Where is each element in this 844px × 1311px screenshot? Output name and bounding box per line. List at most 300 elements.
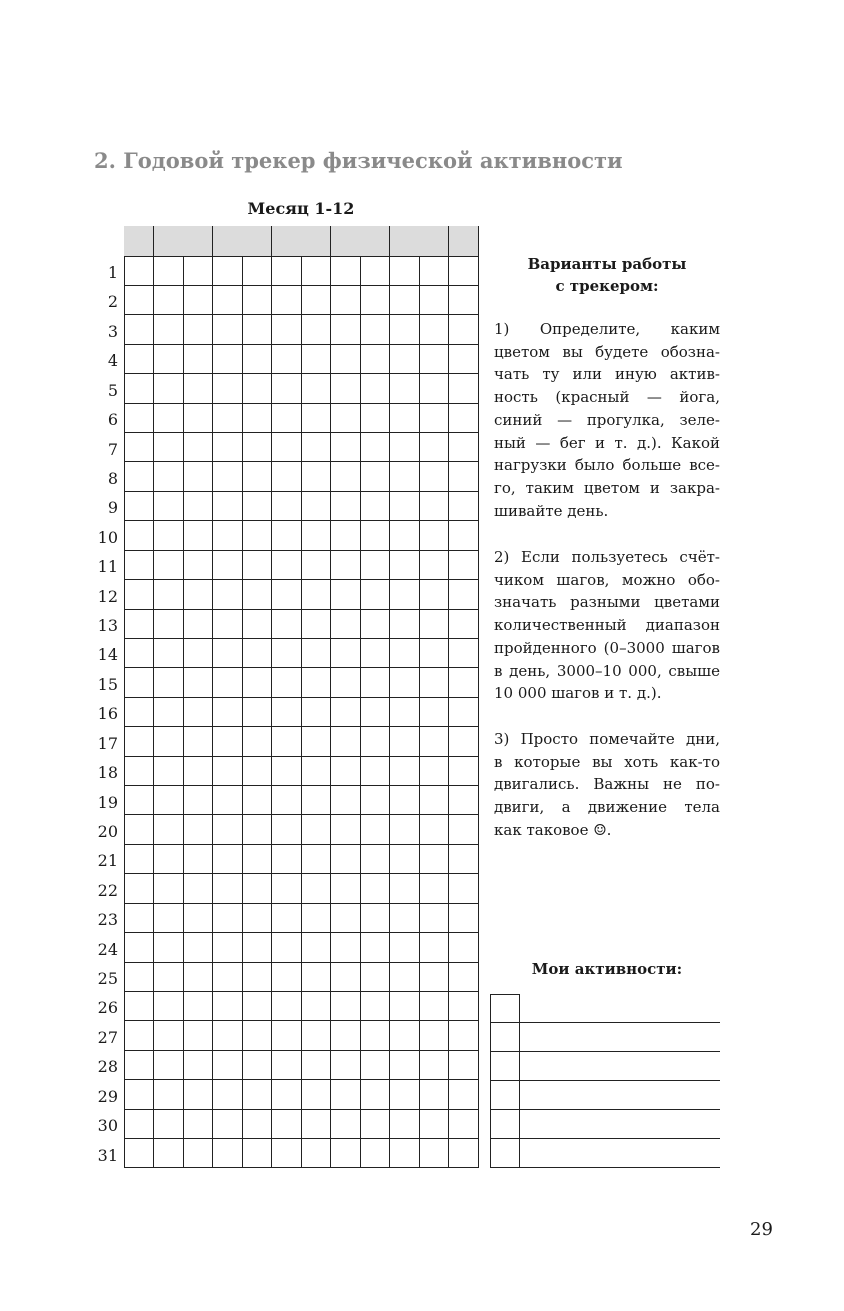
day-cell[interactable] <box>242 874 272 904</box>
day-cell[interactable] <box>360 962 390 992</box>
day-cell[interactable] <box>124 1080 154 1110</box>
day-cell[interactable] <box>331 433 361 463</box>
day-cell[interactable] <box>213 403 243 433</box>
day-cell[interactable] <box>272 815 302 845</box>
day-cell[interactable] <box>449 344 479 374</box>
day-cell[interactable] <box>360 285 390 315</box>
day-cell[interactable] <box>124 285 154 315</box>
day-cell[interactable] <box>242 727 272 757</box>
day-cell[interactable] <box>301 462 331 492</box>
day-cell[interactable] <box>242 1021 272 1051</box>
day-cell[interactable] <box>242 433 272 463</box>
day-cell[interactable] <box>301 874 331 904</box>
day-cell[interactable] <box>272 403 302 433</box>
day-cell[interactable] <box>154 256 184 286</box>
day-cell[interactable] <box>331 521 361 551</box>
day-cell[interactable] <box>272 285 302 315</box>
day-cell[interactable] <box>272 786 302 816</box>
day-cell[interactable] <box>360 874 390 904</box>
day-cell[interactable] <box>360 844 390 874</box>
day-cell[interactable] <box>183 609 213 639</box>
day-cell[interactable] <box>301 903 331 933</box>
day-cell[interactable] <box>272 344 302 374</box>
day-cell[interactable] <box>331 991 361 1021</box>
day-cell[interactable] <box>449 933 479 963</box>
day-cell[interactable] <box>242 315 272 345</box>
day-cell[interactable] <box>242 1139 272 1169</box>
day-cell[interactable] <box>301 403 331 433</box>
day-cell[interactable] <box>449 1109 479 1139</box>
day-cell[interactable] <box>242 786 272 816</box>
day-cell[interactable] <box>272 697 302 727</box>
day-cell[interactable] <box>360 462 390 492</box>
day-cell[interactable] <box>154 285 184 315</box>
day-cell[interactable] <box>124 903 154 933</box>
day-cell[interactable] <box>183 668 213 698</box>
day-cell[interactable] <box>213 1021 243 1051</box>
day-cell[interactable] <box>360 1109 390 1139</box>
day-cell[interactable] <box>301 491 331 521</box>
day-cell[interactable] <box>390 315 420 345</box>
day-cell[interactable] <box>390 786 420 816</box>
day-cell[interactable] <box>360 521 390 551</box>
day-cell[interactable] <box>390 403 420 433</box>
day-cell[interactable] <box>124 638 154 668</box>
day-cell[interactable] <box>154 815 184 845</box>
day-cell[interactable] <box>360 638 390 668</box>
month-header-cell[interactable] <box>213 226 243 257</box>
day-cell[interactable] <box>449 1139 479 1169</box>
day-cell[interactable] <box>419 962 449 992</box>
day-cell[interactable] <box>419 1050 449 1080</box>
day-cell[interactable] <box>449 315 479 345</box>
day-cell[interactable] <box>154 668 184 698</box>
day-cell[interactable] <box>213 874 243 904</box>
day-cell[interactable] <box>419 521 449 551</box>
day-cell[interactable] <box>272 991 302 1021</box>
day-cell[interactable] <box>419 933 449 963</box>
day-cell[interactable] <box>213 462 243 492</box>
day-cell[interactable] <box>360 433 390 463</box>
day-cell[interactable] <box>419 315 449 345</box>
day-cell[interactable] <box>360 580 390 610</box>
day-cell[interactable] <box>331 285 361 315</box>
day-cell[interactable] <box>360 256 390 286</box>
day-cell[interactable] <box>331 1139 361 1169</box>
day-cell[interactable] <box>213 962 243 992</box>
day-cell[interactable] <box>272 256 302 286</box>
month-header-cell[interactable] <box>390 226 420 257</box>
day-cell[interactable] <box>213 1050 243 1080</box>
day-cell[interactable] <box>301 285 331 315</box>
day-cell[interactable] <box>419 874 449 904</box>
day-cell[interactable] <box>183 638 213 668</box>
day-cell[interactable] <box>242 815 272 845</box>
day-cell[interactable] <box>331 668 361 698</box>
day-cell[interactable] <box>242 1080 272 1110</box>
day-cell[interactable] <box>301 815 331 845</box>
day-cell[interactable] <box>301 638 331 668</box>
day-cell[interactable] <box>419 903 449 933</box>
day-cell[interactable] <box>154 433 184 463</box>
day-cell[interactable] <box>183 256 213 286</box>
day-cell[interactable] <box>449 844 479 874</box>
day-cell[interactable] <box>301 1050 331 1080</box>
day-cell[interactable] <box>331 1050 361 1080</box>
day-cell[interactable] <box>449 256 479 286</box>
day-cell[interactable] <box>242 638 272 668</box>
day-cell[interactable] <box>213 580 243 610</box>
day-cell[interactable] <box>390 697 420 727</box>
day-cell[interactable] <box>183 786 213 816</box>
day-cell[interactable] <box>390 962 420 992</box>
month-header-cell[interactable] <box>242 226 272 257</box>
day-cell[interactable] <box>183 933 213 963</box>
day-cell[interactable] <box>213 550 243 580</box>
day-cell[interactable] <box>331 403 361 433</box>
day-cell[interactable] <box>390 580 420 610</box>
day-cell[interactable] <box>331 609 361 639</box>
day-cell[interactable] <box>242 933 272 963</box>
day-cell[interactable] <box>419 580 449 610</box>
day-cell[interactable] <box>390 1050 420 1080</box>
day-cell[interactable] <box>390 756 420 786</box>
day-cell[interactable] <box>331 491 361 521</box>
day-cell[interactable] <box>213 521 243 551</box>
day-cell[interactable] <box>301 697 331 727</box>
day-cell[interactable] <box>272 1139 302 1169</box>
day-cell[interactable] <box>301 550 331 580</box>
day-cell[interactable] <box>360 756 390 786</box>
day-cell[interactable] <box>390 668 420 698</box>
day-cell[interactable] <box>419 550 449 580</box>
day-cell[interactable] <box>154 521 184 551</box>
day-cell[interactable] <box>272 462 302 492</box>
day-cell[interactable] <box>124 933 154 963</box>
activity-write-line[interactable] <box>490 1138 720 1139</box>
day-cell[interactable] <box>419 1139 449 1169</box>
day-cell[interactable] <box>272 903 302 933</box>
day-cell[interactable] <box>154 786 184 816</box>
day-cell[interactable] <box>183 844 213 874</box>
day-cell[interactable] <box>272 521 302 551</box>
day-cell[interactable] <box>449 403 479 433</box>
day-cell[interactable] <box>272 374 302 404</box>
day-cell[interactable] <box>242 844 272 874</box>
day-cell[interactable] <box>154 462 184 492</box>
day-cell[interactable] <box>390 374 420 404</box>
day-cell[interactable] <box>301 609 331 639</box>
day-cell[interactable] <box>390 521 420 551</box>
day-cell[interactable] <box>449 462 479 492</box>
day-cell[interactable] <box>331 1080 361 1110</box>
day-cell[interactable] <box>331 697 361 727</box>
day-cell[interactable] <box>272 844 302 874</box>
day-cell[interactable] <box>154 727 184 757</box>
day-cell[interactable] <box>242 256 272 286</box>
day-cell[interactable] <box>272 756 302 786</box>
day-cell[interactable] <box>331 933 361 963</box>
day-cell[interactable] <box>183 344 213 374</box>
day-cell[interactable] <box>301 962 331 992</box>
day-cell[interactable] <box>213 256 243 286</box>
day-cell[interactable] <box>154 315 184 345</box>
day-cell[interactable] <box>449 874 479 904</box>
day-cell[interactable] <box>449 285 479 315</box>
day-cell[interactable] <box>124 991 154 1021</box>
day-cell[interactable] <box>301 521 331 551</box>
day-cell[interactable] <box>449 433 479 463</box>
day-cell[interactable] <box>242 1050 272 1080</box>
day-cell[interactable] <box>419 727 449 757</box>
day-cell[interactable] <box>242 697 272 727</box>
day-cell[interactable] <box>183 756 213 786</box>
day-cell[interactable] <box>360 609 390 639</box>
day-cell[interactable] <box>360 727 390 757</box>
day-cell[interactable] <box>390 1109 420 1139</box>
activity-write-line[interactable] <box>490 1080 720 1081</box>
day-cell[interactable] <box>242 285 272 315</box>
activity-color-box[interactable] <box>490 1139 520 1168</box>
day-cell[interactable] <box>213 903 243 933</box>
month-header-cell[interactable] <box>360 226 390 257</box>
day-cell[interactable] <box>154 491 184 521</box>
day-cell[interactable] <box>449 962 479 992</box>
day-cell[interactable] <box>449 521 479 551</box>
day-cell[interactable] <box>154 550 184 580</box>
day-cell[interactable] <box>242 756 272 786</box>
day-cell[interactable] <box>360 374 390 404</box>
day-cell[interactable] <box>213 638 243 668</box>
day-cell[interactable] <box>272 315 302 345</box>
day-cell[interactable] <box>390 462 420 492</box>
day-cell[interactable] <box>331 844 361 874</box>
day-cell[interactable] <box>360 315 390 345</box>
day-cell[interactable] <box>183 727 213 757</box>
day-cell[interactable] <box>154 962 184 992</box>
day-cell[interactable] <box>272 874 302 904</box>
day-cell[interactable] <box>301 786 331 816</box>
day-cell[interactable] <box>183 874 213 904</box>
day-cell[interactable] <box>360 903 390 933</box>
day-cell[interactable] <box>124 874 154 904</box>
day-cell[interactable] <box>331 638 361 668</box>
day-cell[interactable] <box>301 1080 331 1110</box>
day-cell[interactable] <box>419 403 449 433</box>
day-cell[interactable] <box>331 756 361 786</box>
day-cell[interactable] <box>242 491 272 521</box>
day-cell[interactable] <box>124 668 154 698</box>
day-cell[interactable] <box>419 815 449 845</box>
day-cell[interactable] <box>449 668 479 698</box>
day-cell[interactable] <box>449 1050 479 1080</box>
day-cell[interactable] <box>154 403 184 433</box>
day-cell[interactable] <box>124 1109 154 1139</box>
day-cell[interactable] <box>449 491 479 521</box>
day-cell[interactable] <box>183 962 213 992</box>
day-cell[interactable] <box>154 933 184 963</box>
day-cell[interactable] <box>213 991 243 1021</box>
day-cell[interactable] <box>360 1139 390 1169</box>
day-cell[interactable] <box>154 756 184 786</box>
day-cell[interactable] <box>331 727 361 757</box>
activity-color-box[interactable] <box>490 1110 520 1139</box>
day-cell[interactable] <box>242 374 272 404</box>
day-cell[interactable] <box>301 1139 331 1169</box>
day-cell[interactable] <box>242 609 272 639</box>
day-cell[interactable] <box>272 1021 302 1051</box>
activity-write-line[interactable] <box>490 1022 720 1023</box>
day-cell[interactable] <box>390 991 420 1021</box>
day-cell[interactable] <box>419 256 449 286</box>
day-cell[interactable] <box>360 1080 390 1110</box>
day-cell[interactable] <box>390 727 420 757</box>
day-cell[interactable] <box>213 844 243 874</box>
day-cell[interactable] <box>272 933 302 963</box>
day-cell[interactable] <box>213 491 243 521</box>
day-cell[interactable] <box>213 315 243 345</box>
day-cell[interactable] <box>331 344 361 374</box>
day-cell[interactable] <box>213 1080 243 1110</box>
day-cell[interactable] <box>272 550 302 580</box>
day-cell[interactable] <box>154 1109 184 1139</box>
day-cell[interactable] <box>449 815 479 845</box>
day-cell[interactable] <box>154 609 184 639</box>
day-cell[interactable] <box>213 668 243 698</box>
day-cell[interactable] <box>419 1080 449 1110</box>
day-cell[interactable] <box>124 844 154 874</box>
day-cell[interactable] <box>331 1021 361 1051</box>
day-cell[interactable] <box>360 697 390 727</box>
day-cell[interactable] <box>124 727 154 757</box>
month-header-cell[interactable] <box>419 226 449 257</box>
day-cell[interactable] <box>272 668 302 698</box>
day-cell[interactable] <box>242 344 272 374</box>
day-cell[interactable] <box>183 903 213 933</box>
activity-color-box[interactable] <box>490 1052 520 1081</box>
day-cell[interactable] <box>124 1021 154 1051</box>
day-cell[interactable] <box>154 903 184 933</box>
day-cell[interactable] <box>213 609 243 639</box>
month-header-cell[interactable] <box>124 226 154 257</box>
day-cell[interactable] <box>183 580 213 610</box>
day-cell[interactable] <box>183 815 213 845</box>
day-cell[interactable] <box>331 462 361 492</box>
day-cell[interactable] <box>449 374 479 404</box>
day-cell[interactable] <box>154 697 184 727</box>
day-cell[interactable] <box>360 815 390 845</box>
day-cell[interactable] <box>272 727 302 757</box>
day-cell[interactable] <box>449 727 479 757</box>
day-cell[interactable] <box>390 933 420 963</box>
day-cell[interactable] <box>390 285 420 315</box>
day-cell[interactable] <box>242 462 272 492</box>
day-cell[interactable] <box>419 844 449 874</box>
day-cell[interactable] <box>360 491 390 521</box>
day-cell[interactable] <box>301 1109 331 1139</box>
day-cell[interactable] <box>390 844 420 874</box>
day-cell[interactable] <box>331 315 361 345</box>
day-cell[interactable] <box>242 903 272 933</box>
day-cell[interactable] <box>331 815 361 845</box>
day-cell[interactable] <box>213 756 243 786</box>
day-cell[interactable] <box>213 285 243 315</box>
day-cell[interactable] <box>154 580 184 610</box>
day-cell[interactable] <box>301 256 331 286</box>
day-cell[interactable] <box>124 491 154 521</box>
day-cell[interactable] <box>419 1021 449 1051</box>
day-cell[interactable] <box>390 550 420 580</box>
day-cell[interactable] <box>331 550 361 580</box>
day-cell[interactable] <box>183 491 213 521</box>
day-cell[interactable] <box>360 933 390 963</box>
day-cell[interactable] <box>390 874 420 904</box>
day-cell[interactable] <box>213 815 243 845</box>
day-cell[interactable] <box>390 638 420 668</box>
day-cell[interactable] <box>301 756 331 786</box>
activity-write-line[interactable] <box>490 1109 720 1110</box>
activity-color-box[interactable] <box>490 1081 520 1110</box>
activity-write-line[interactable] <box>490 1167 720 1168</box>
day-cell[interactable] <box>449 1021 479 1051</box>
day-cell[interactable] <box>242 580 272 610</box>
day-cell[interactable] <box>154 1021 184 1051</box>
day-cell[interactable] <box>419 344 449 374</box>
day-cell[interactable] <box>390 903 420 933</box>
day-cell[interactable] <box>419 991 449 1021</box>
day-cell[interactable] <box>213 344 243 374</box>
day-cell[interactable] <box>124 815 154 845</box>
day-cell[interactable] <box>124 462 154 492</box>
day-cell[interactable] <box>331 786 361 816</box>
day-cell[interactable] <box>419 1109 449 1139</box>
activity-write-line[interactable] <box>490 1051 720 1052</box>
day-cell[interactable] <box>213 374 243 404</box>
day-cell[interactable] <box>301 374 331 404</box>
day-cell[interactable] <box>419 668 449 698</box>
day-cell[interactable] <box>301 991 331 1021</box>
day-cell[interactable] <box>183 991 213 1021</box>
day-cell[interactable] <box>449 609 479 639</box>
day-cell[interactable] <box>213 727 243 757</box>
day-cell[interactable] <box>390 1139 420 1169</box>
day-cell[interactable] <box>331 1109 361 1139</box>
day-cell[interactable] <box>124 256 154 286</box>
day-cell[interactable] <box>360 1021 390 1051</box>
day-cell[interactable] <box>242 962 272 992</box>
day-cell[interactable] <box>154 344 184 374</box>
day-cell[interactable] <box>183 1109 213 1139</box>
day-cell[interactable] <box>390 256 420 286</box>
day-cell[interactable] <box>331 962 361 992</box>
day-cell[interactable] <box>301 344 331 374</box>
day-cell[interactable] <box>183 315 213 345</box>
day-cell[interactable] <box>301 580 331 610</box>
day-cell[interactable] <box>419 491 449 521</box>
day-cell[interactable] <box>272 638 302 668</box>
day-cell[interactable] <box>242 668 272 698</box>
day-cell[interactable] <box>301 1021 331 1051</box>
day-cell[interactable] <box>183 374 213 404</box>
day-cell[interactable] <box>360 550 390 580</box>
day-cell[interactable] <box>124 697 154 727</box>
day-cell[interactable] <box>124 786 154 816</box>
day-cell[interactable] <box>419 697 449 727</box>
day-cell[interactable] <box>390 344 420 374</box>
day-cell[interactable] <box>390 1021 420 1051</box>
day-cell[interactable] <box>183 550 213 580</box>
day-cell[interactable] <box>183 285 213 315</box>
